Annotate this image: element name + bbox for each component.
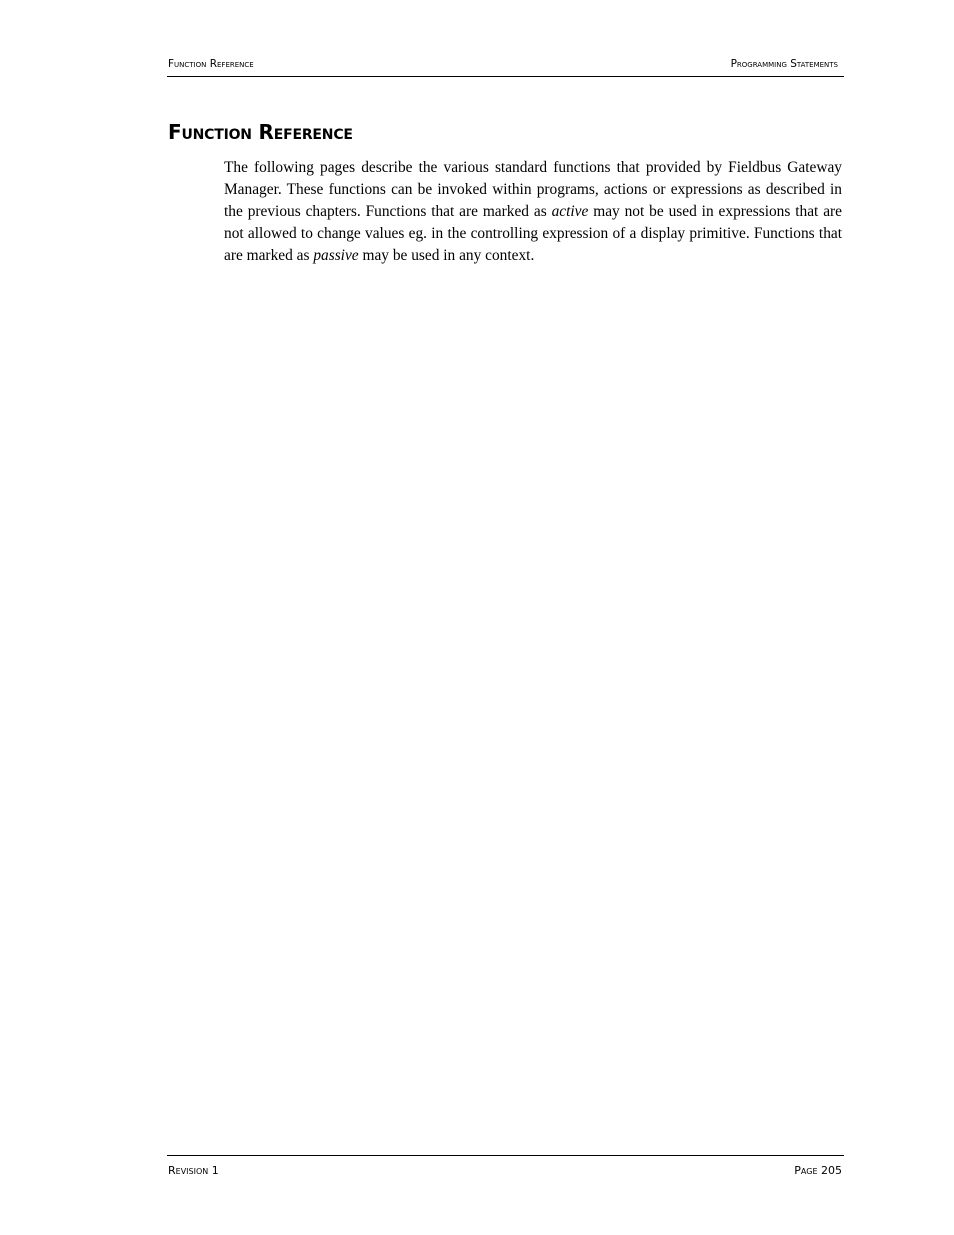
paragraph-text-2: may not be used in expressions that are not allowed to change values eg. in the controlling expression of a display primitive. Functions that are marked as: [224, 203, 842, 264]
intro-paragraph: [224, 157, 842, 267]
section-heading: Function Reference: [168, 120, 353, 144]
footer-page-number: Page 205: [794, 1164, 842, 1177]
paragraph-text-1: The following pages describe the various standard functions that provided by Fieldbus Gateway Manager. These functions can be invoked within programs, actions or expressions as described in the previous chapters. Functions that are marked as: [224, 159, 842, 220]
paragraph-text-3: may be used in any context.: [358, 247, 535, 264]
header-chapter-title: Function Reference: [168, 58, 254, 70]
passive-term: passive: [313, 247, 359, 264]
footer-revision: Revision 1: [168, 1164, 219, 1177]
header-section-title: Programming Statements: [730, 58, 838, 70]
active-term: active: [551, 203, 589, 220]
running-footer: [167, 1155, 844, 1180]
running-header: [167, 54, 844, 77]
